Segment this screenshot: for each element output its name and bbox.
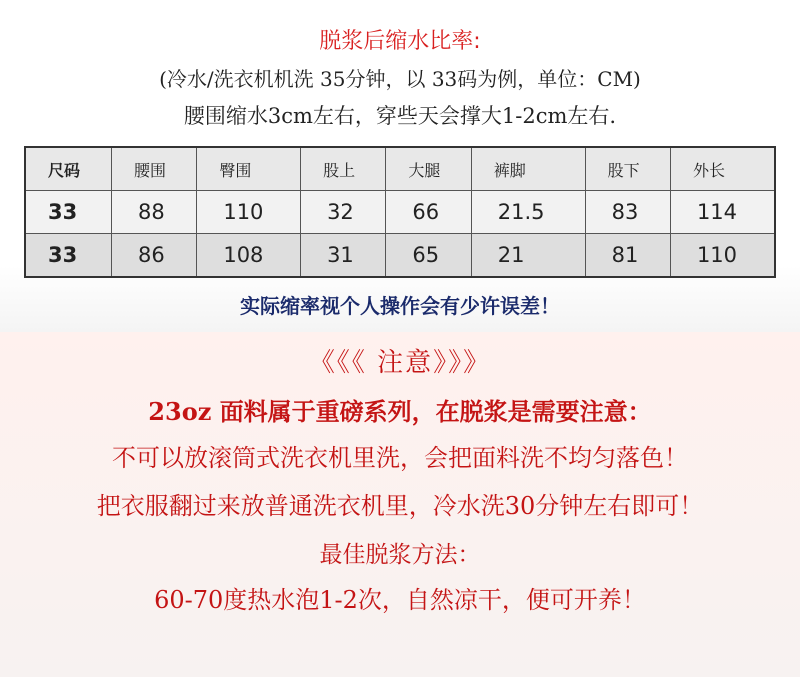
table-cell: 108 [197, 234, 301, 278]
wash-conditions: (冷水/洗衣机机洗 35分钟，以 33码为例，单位：CM) [159, 67, 641, 91]
notice-wash-instruction: 把衣服翻过来放普通洗衣机里，冷水洗30分钟左右即可！ [96, 492, 704, 520]
table-cell: 31 [301, 234, 386, 278]
error-disclaimer: 实际缩率视个人操作会有少许误差！ [240, 294, 560, 318]
column-header: 外长 [670, 147, 775, 191]
column-header: 大腿 [386, 147, 471, 191]
notice-best-method: 60-70度热水泡1-2次，自然凉干，便可开养！ [154, 586, 646, 614]
table-cell: 65 [386, 234, 471, 278]
column-header: 股上 [301, 147, 386, 191]
table-cell: 66 [386, 191, 471, 234]
notice-fabric-weight: 23oz 面料属于重磅系列，在脱浆是需要注意： [148, 397, 652, 426]
notice-no-drum-washer: 不可以放滚筒式洗衣机里洗，会把面料洗不均匀落色！ [112, 444, 688, 472]
table-cell: 33 [25, 234, 112, 278]
table-cell: 32 [301, 191, 386, 234]
table-row [25, 191, 775, 234]
table-cell: 86 [112, 234, 197, 278]
table-cell: 21 [471, 234, 585, 278]
notice-best-method-heading: 最佳脱浆方法： [319, 542, 481, 568]
shrinkage-title: 脱浆后缩水比率: [319, 29, 481, 54]
table-header-row [25, 147, 775, 191]
table-cell: 81 [585, 234, 670, 278]
table-cell: 110 [670, 234, 775, 278]
column-header: 臀围 [197, 147, 301, 191]
size-table [24, 146, 776, 278]
table-cell: 114 [670, 191, 775, 234]
column-header: 腰围 [112, 147, 197, 191]
table-cell: 110 [197, 191, 301, 234]
column-header: 尺码 [25, 147, 112, 191]
table-cell: 21.5 [471, 191, 585, 234]
column-header: 裤脚 [471, 147, 585, 191]
table-cell: 88 [112, 191, 197, 234]
table-row [25, 234, 775, 278]
table-cell: 33 [25, 191, 112, 234]
waist-shrink-note: 腰围缩水3cm左右，穿些天会撑大1-2cm左右. [183, 104, 617, 128]
column-header: 股下 [585, 147, 670, 191]
table-cell: 83 [585, 191, 670, 234]
notice-title: 《《《 注意》》》 [308, 348, 492, 378]
